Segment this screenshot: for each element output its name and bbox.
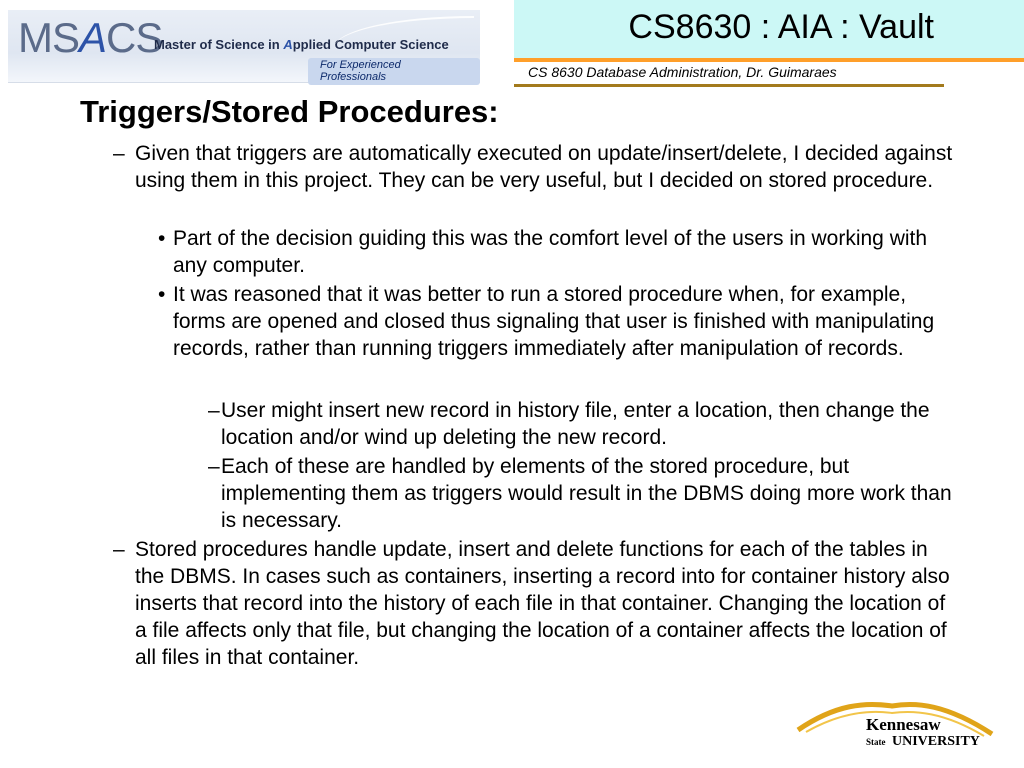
bullet-level1-triggers: [113, 140, 953, 194]
bullet-text: User might insert new record in history file, enter a location, then change the location and/or wind up deleting the new record.: [221, 399, 930, 449]
bullet-level2-comfort: [158, 225, 948, 279]
bullet-level2-reasoning: [158, 281, 958, 362]
logo-msacs-letters: MSACS: [18, 14, 163, 61]
slide-title: CS8630 : AIA : Vault: [628, 8, 934, 46]
dot-marker: •: [158, 227, 166, 250]
title-panel: [514, 0, 1024, 58]
bullet-level3-history: [208, 397, 958, 451]
msacs-logo: [8, 10, 480, 83]
course-divider: [514, 84, 944, 87]
dash-marker: –: [113, 142, 125, 165]
course-subtitle: CS 8630 Database Administration, Dr. Guimaraes: [528, 64, 837, 80]
bullet-text: Each of these are handled by elements of the stored procedure, but implementing them as triggers would result in the DBMS doing more work than is necessary.: [221, 455, 952, 532]
ksu-name-university: UNIVERSITY: [892, 734, 980, 749]
logo-tagline: For Experienced Professionals: [308, 58, 480, 85]
bullet-text: Part of the decision guiding this was the comfort level of the users in working with any computer.: [173, 227, 928, 277]
logo-swoosh: [334, 16, 474, 48]
bullet-text: Given that triggers are automatically executed on update/insert/delete, I decided against using them in this project. They can be very useful, but I decided on stored procedure.: [135, 142, 953, 192]
title-divider: [514, 58, 1024, 62]
bullet-level3-handled: [208, 453, 958, 534]
dash-marker: –: [208, 399, 220, 422]
logo-program-name: Master of Science in Applied Computer Science: [154, 37, 449, 52]
ksu-logo: [796, 700, 996, 750]
bullet-text: Stored procedures handle update, insert and delete functions for each of the tables in the DBMS. In cases such as containers, inserting a record into for container history also inserts that record into the history of each file in that container. Changing the location of a file affects only that file, but changing the location of a container affects the location of all files in that container.: [135, 538, 950, 669]
bullet-level1-stored-procedures: [113, 536, 958, 671]
dot-marker: •: [158, 283, 166, 306]
dash-marker: –: [113, 538, 125, 561]
ksu-name-kennesaw: Kennesaw: [866, 715, 941, 734]
ksu-name-state: State: [866, 737, 886, 747]
slide-heading: Triggers/Stored Procedures:: [80, 94, 499, 129]
bullet-text: It was reasoned that it was better to run a stored procedure when, for example, forms are opened and closed thus signaling that user is finished with manipulating records, rather than running triggers immediately after manipulation of records.: [173, 283, 935, 360]
dash-marker: –: [208, 455, 220, 478]
